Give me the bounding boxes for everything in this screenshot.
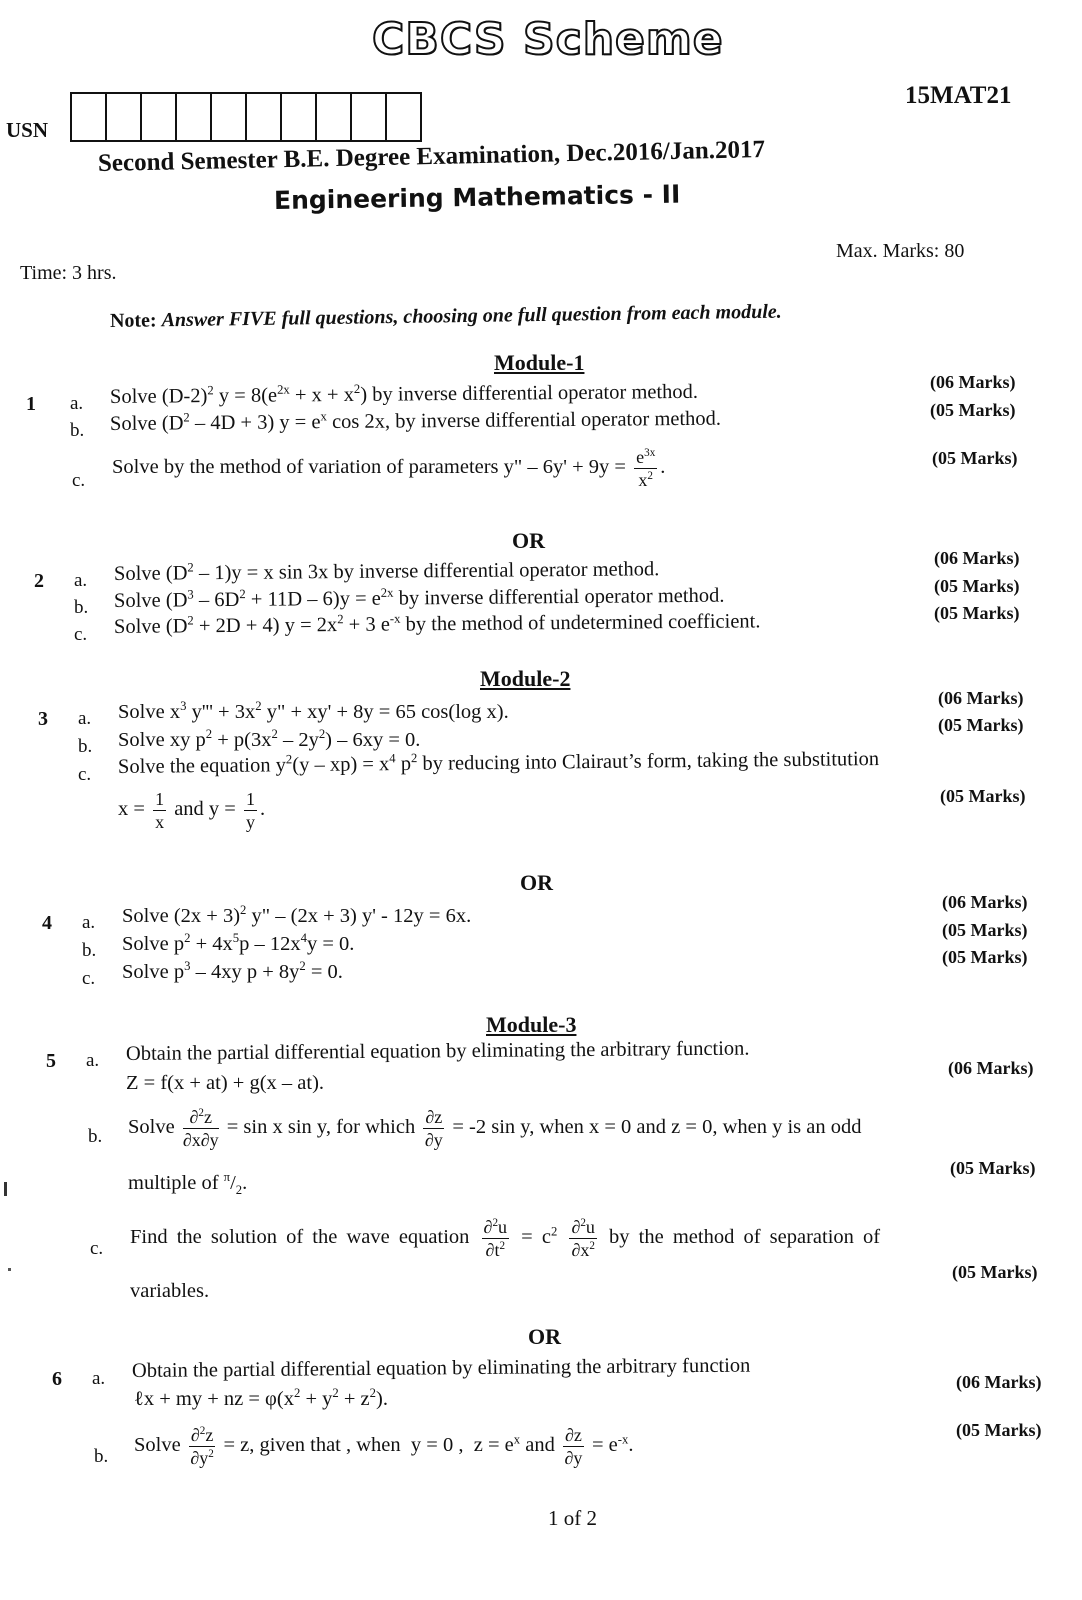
marks-label: (06 Marks)	[948, 1058, 1034, 1078]
module-3-heading: Module-3	[486, 1012, 577, 1037]
marks-label: (05 Marks)	[952, 1262, 1038, 1282]
question-text: Solve by the method of variation of parameters y" – 6y' + 9y = $\frac{e^{3x}}{x^2}$ .	[112, 447, 666, 490]
or-separator: OR	[512, 528, 545, 553]
note-text: Answer FIVE full questions, choosing one full question from each module.	[161, 300, 782, 332]
question-text: Solve $(2x + 3)^2$ y" – (2x + 3) y' - 12y = 6x.	[122, 903, 472, 927]
question-text: Solve $(D^2 + 2D + 4) y = 2x^2 + 3$ $e^{-x}$ by the method of undetermined coefficient.	[113, 610, 761, 638]
or-separator: OR	[528, 1324, 561, 1349]
marks-label: (05 Marks)	[956, 1420, 1042, 1440]
marks-label: (05 Marks)	[942, 947, 1028, 967]
part-label: c.	[90, 1238, 104, 1259]
part-label: a.	[70, 393, 84, 414]
part-label: b.	[74, 597, 89, 618]
question-text: Solve $\frac{\partial^2z}{\partial y^2}$ = z, given that , when y = 0 , $z = e^x$ and $\frac{\partial z}{\partial y}$ = $e^{-x}$.	[134, 1425, 634, 1468]
question-text: Solve the equation $y^2(y - xp) = x^4$ $p^2$ by reducing into Clairaut’s form, taking the substitution	[117, 748, 880, 778]
part-label: b.	[78, 736, 93, 757]
page-number: 1 of 2	[548, 1506, 597, 1530]
part-label: a.	[92, 1368, 106, 1389]
marks-label: (06 Marks)	[938, 688, 1024, 708]
scan-mark	[8, 1268, 11, 1271]
question-number: 2	[34, 570, 44, 592]
marks-label: (05 Marks)	[938, 715, 1024, 735]
exam-title: Second Semester B.E. Degree Examination, Dec.2016/Jan.2017	[97, 136, 766, 177]
part-label: c.	[72, 470, 86, 491]
part-label: a.	[82, 912, 96, 933]
question-number: 3	[38, 708, 48, 730]
scan-mark	[4, 1182, 7, 1196]
module-1-heading: Module-1	[494, 350, 585, 375]
marks-label: (06 Marks)	[942, 892, 1028, 912]
question-text: Solve $(D^2 - 1)y = x$ sin 3x by inverse differential operator method.	[113, 558, 660, 585]
part-label: c.	[78, 764, 92, 785]
marks-label: (05 Marks)	[930, 400, 1016, 420]
part-label: c.	[82, 968, 96, 989]
question-text: Solve xy $p^2 + p(3x^2 - 2y^2) - 6xy = 0$.	[118, 727, 421, 751]
instructions-note	[110, 301, 782, 333]
question-text-continued: variables.	[130, 1280, 210, 1302]
cbcs-scheme-logo: CBCS Scheme	[372, 14, 724, 65]
part-label: b.	[88, 1126, 103, 1147]
question-number: 1	[26, 393, 36, 415]
marks-label: (05 Marks)	[950, 1158, 1036, 1178]
question-text: Solve $x^3$ $y''' + 3x^2$ y" + xy' + 8y = 65 cos(log x).	[118, 699, 509, 723]
question-text: Obtain the partial differential equation by eliminating the arbitrary function	[131, 1354, 751, 1382]
question-text: Obtain the partial differential equation by eliminating the arbitrary function.	[125, 1037, 750, 1065]
question-text: Solve $p^3 - 4xy$ $p + 8y^2 = 0$.	[122, 959, 343, 983]
part-label: b.	[70, 420, 85, 441]
part-label: a.	[78, 708, 92, 729]
time-allowed: Time: 3 hrs.	[20, 262, 117, 284]
subject-title: Engineering Mathematics - II	[273, 179, 681, 215]
question-text-continued: ℓx + my + nz = $\varphi(x^2 + y^2 + z^2)$.	[134, 1386, 388, 1410]
usn-boxes[interactable]	[70, 92, 422, 142]
marks-label: (05 Marks)	[932, 448, 1018, 468]
question-number: 6	[52, 1368, 62, 1390]
or-separator: OR	[520, 870, 553, 895]
part-label: a.	[74, 570, 88, 591]
question-text: Solve $(D^2 - 4D + 3) y = e^x$ cos 2x, by inverse differential operator method.	[109, 407, 722, 435]
question-text: Solve $(D-2)^2$ $y = 8(e^{2x} + x + x^2)$ by inverse differential operator method.	[109, 380, 699, 408]
question-text-continued: multiple of $^\pi/_2$.	[128, 1170, 248, 1198]
subject-code: 15MAT21	[905, 82, 1012, 109]
part-label: a.	[86, 1050, 100, 1071]
question-number: 5	[46, 1050, 56, 1072]
module-2-heading: Module-2	[480, 666, 571, 691]
marks-label: (05 Marks)	[940, 786, 1026, 806]
max-marks: Max. Marks: 80	[836, 240, 965, 262]
part-label: b.	[82, 940, 97, 961]
marks-label: (06 Marks)	[934, 548, 1020, 568]
marks-label: (05 Marks)	[942, 920, 1028, 940]
question-number: 4	[42, 912, 52, 934]
note-label: Note:	[109, 309, 157, 332]
question-text: Solve $p^2 + 4x^5p - 12x^4y = 0$.	[122, 931, 355, 955]
question-text: Find the solution of the wave equation $\frac{\partial^2u}{\partial t^2}$ = $c^2$ $\frac{\partial^2u}{\partial x^2}$ by the method of separation of	[130, 1217, 881, 1260]
usn-label: USN	[6, 118, 49, 142]
part-label: b.	[94, 1446, 109, 1467]
marks-label: (06 Marks)	[956, 1372, 1042, 1392]
part-label: c.	[74, 624, 88, 645]
question-text: Solve $\frac{\partial^2z}{\partial x\partial y}$ = sin x sin y, for which $\frac{\partial z}{\partial y}$ = -2 sin y, when x = 0 and z = 0, when y is an odd	[128, 1107, 862, 1150]
marks-label: (05 Marks)	[934, 603, 1020, 623]
marks-label: (06 Marks)	[930, 372, 1016, 392]
question-text: Solve $(D^3 - 6D^2 + 11D - 6)y = e^{2x}$ by inverse differential operator method.	[113, 584, 725, 612]
question-text-continued: x = $\frac{1}{x}$ and y = $\frac{1}{y}$ .	[118, 789, 266, 832]
question-text-continued: Z = f(x + at) + g(x – at).	[126, 1072, 325, 1094]
marks-label: (05 Marks)	[934, 576, 1020, 596]
